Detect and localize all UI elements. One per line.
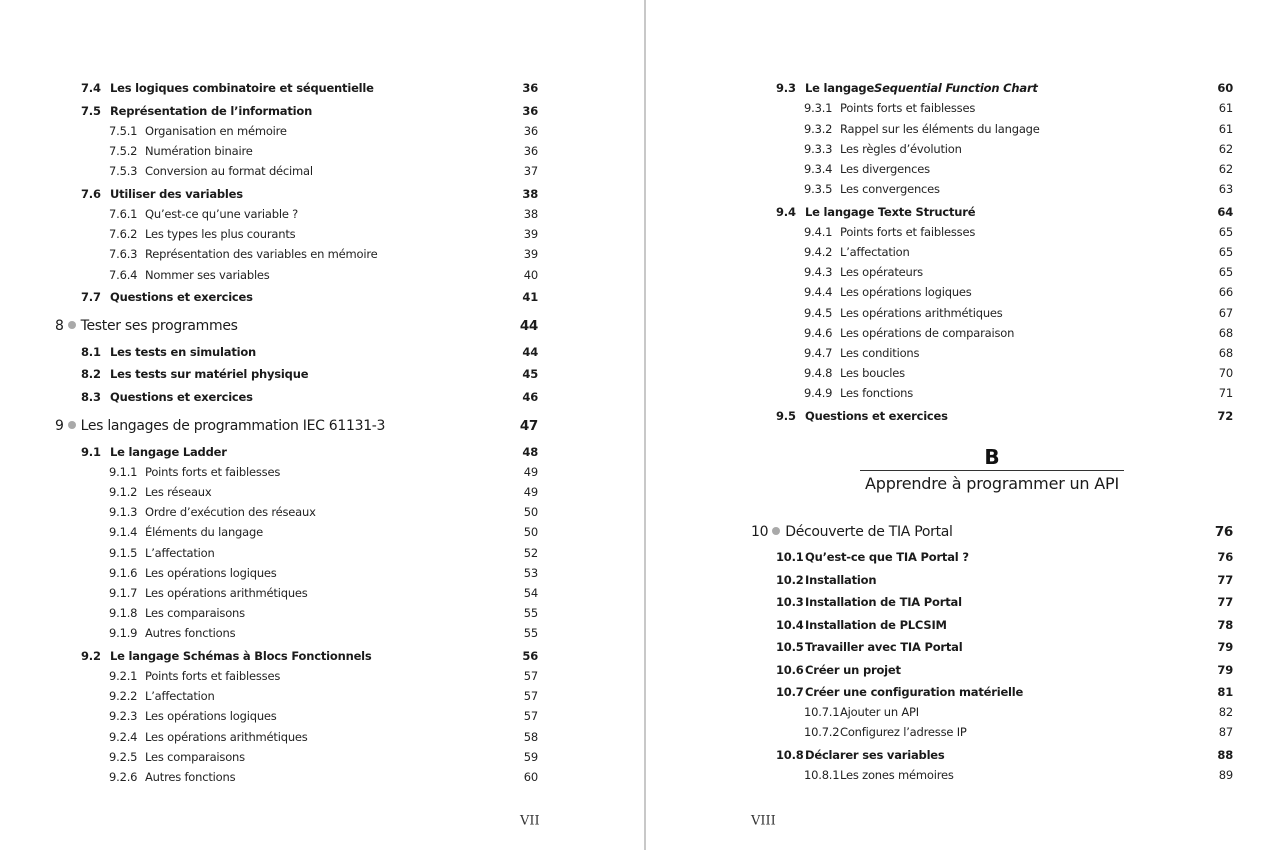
- toc-entry-number: 9.4.6: [804, 326, 833, 340]
- right-page: [647, 0, 1285, 850]
- toc-entry-page-number: 65: [1218, 245, 1233, 259]
- toc-entry-number: 7.6.4: [109, 268, 138, 282]
- toc-entry-number: 9.1.9: [109, 626, 138, 640]
- toc-entry-9-3-4: [804, 162, 1233, 176]
- toc-entry-9-4-4: [804, 285, 1233, 299]
- toc-entry-9-2-3: [109, 709, 538, 723]
- toc-entry-page-number: 77: [1217, 573, 1233, 587]
- toc-entry-7-6-2: [109, 227, 538, 241]
- toc-entry-number: 9.2.3: [109, 709, 138, 723]
- toc-entry-9-4-8: [804, 366, 1233, 380]
- toc-entry-page-number: 87: [1218, 725, 1233, 739]
- toc-entry-page-number: 60: [523, 770, 538, 784]
- toc-entry-title: Organisation en mémoire: [145, 124, 287, 138]
- toc-entry-title: Autres fonctions: [145, 626, 236, 640]
- toc-entry-9-4-5: [804, 306, 1233, 320]
- toc-entry-page-number: 36: [523, 124, 538, 138]
- toc-entry-page-number: 82: [1218, 705, 1233, 719]
- toc-entry-page-number: 70: [1218, 366, 1233, 380]
- toc-entry-9-2-1: [109, 669, 538, 683]
- toc-entry-9-1: [81, 445, 538, 459]
- toc-entry-title: Les comparaisons: [145, 606, 245, 620]
- toc-entry-page-number: 76: [1217, 550, 1233, 564]
- toc-entry-number: 9.3: [776, 81, 796, 95]
- toc-entry-title: Points forts et faiblesses: [840, 225, 976, 239]
- toc-entry-title: Les opérations logiques: [840, 285, 972, 299]
- toc-entry-page-number: 65: [1218, 265, 1233, 279]
- toc-entry-7-5-3: [109, 164, 538, 178]
- toc-entry-number: 9.3.1: [804, 101, 833, 115]
- toc-entry-title: Les opérateurs: [840, 265, 923, 279]
- toc-entry-title: Utiliser des variables: [110, 187, 243, 201]
- toc-entry-number: 9.5: [776, 409, 796, 423]
- toc-entry-9-1-7: [109, 586, 538, 600]
- toc-entry-title: L’affectation: [840, 245, 910, 259]
- toc-entry-number: 10.8: [776, 748, 804, 762]
- toc-entry-number: 8.3: [81, 390, 101, 404]
- part-divider-rule: [860, 470, 1124, 471]
- part-title: Apprendre à programmer un API: [865, 474, 1119, 493]
- toc-entry-9-3-1: [804, 101, 1233, 115]
- toc-entry-page-number: 79: [1217, 663, 1233, 677]
- toc-entry-number: 7.5: [81, 104, 101, 118]
- toc-entry-number: 9.2.6: [109, 770, 138, 784]
- toc-entry-title: Installation: [805, 573, 877, 587]
- toc-entry-page-number: 88: [1217, 748, 1233, 762]
- toc-entry-page-number: 37: [523, 164, 538, 178]
- toc-entry-9-4-2: [804, 245, 1233, 259]
- toc-entry-page-number: 40: [523, 268, 538, 282]
- toc-entry-page-number: 52: [523, 546, 538, 560]
- chapter-bullet-icon: [772, 527, 780, 535]
- toc-entry-10-3: [776, 595, 1233, 609]
- toc-entry-page-number: 36: [522, 104, 538, 118]
- toc-entry-number: 8.1: [81, 345, 101, 359]
- toc-entry-number: 7.5.1: [109, 124, 138, 138]
- toc-entry-title: Les opérations arithmétiques: [840, 306, 1003, 320]
- toc-entry-page-number: 77: [1217, 595, 1233, 609]
- chapter-bullet-icon: [68, 421, 76, 429]
- toc-entry-number: 9.4.7: [804, 346, 833, 360]
- toc-entry-number: 9.4.5: [804, 306, 833, 320]
- toc-entry-title: Qu’est-ce qu’une variable ?: [145, 207, 299, 221]
- toc-entry-9-1-9: [109, 626, 538, 640]
- toc-entry-7-6-4: [109, 268, 538, 282]
- toc-entry-title: Créer un projet: [805, 663, 901, 677]
- toc-entry-number: 7.6.2: [109, 227, 138, 241]
- toc-entry-page-number: 50: [523, 525, 538, 539]
- toc-entry-9-1-4: [109, 525, 538, 539]
- toc-entry-number: 10.7: [776, 685, 804, 699]
- page-folio-right: VIII: [751, 813, 776, 829]
- toc-entry-9-4-9: [804, 386, 1233, 400]
- toc-entry-10-1: [776, 550, 1233, 564]
- toc-entry-7-5: [81, 104, 538, 118]
- toc-entry-page-number: 49: [523, 485, 538, 499]
- toc-entry-page-number: 57: [523, 709, 538, 723]
- toc-entry-number: 7.7: [81, 290, 101, 304]
- toc-entry-title: Représentation des variables en mémoire: [145, 247, 378, 261]
- toc-entry-page-number: 36: [523, 144, 538, 158]
- toc-entry-number: 10.4: [776, 618, 804, 632]
- toc-entry-page-number: 78: [1217, 618, 1233, 632]
- toc-entry-10-5: [776, 640, 1233, 654]
- toc-entry-title: Configurez l’adresse IP: [840, 725, 967, 739]
- toc-entry-title: Points forts et faiblesses: [145, 465, 281, 479]
- toc-entry-page-number: 60: [1217, 81, 1233, 95]
- toc-entry-9-1-6: [109, 566, 538, 580]
- toc-entry-title: Le langage Texte Structuré: [805, 205, 976, 219]
- toc-entry-title: Nommer ses variables: [145, 268, 270, 282]
- toc-entry-9: [55, 418, 538, 434]
- toc-entry-title: Les opérations logiques: [145, 566, 277, 580]
- toc-entry-page-number: 44: [522, 345, 538, 359]
- part-letter: B: [984, 445, 1000, 469]
- toc-entry-number: 9.1.6: [109, 566, 138, 580]
- toc-entry-title: Questions et exercices: [805, 409, 948, 423]
- toc-entry-page-number: 44: [519, 318, 538, 334]
- toc-entry-title: Questions et exercices: [110, 290, 253, 304]
- toc-entry-page-number: 48: [522, 445, 538, 459]
- toc-entry-10-8: [776, 748, 1233, 762]
- toc-entry-number: 9.4.2: [804, 245, 833, 259]
- toc-entry-title: Ajouter un API: [840, 705, 919, 719]
- toc-entry-title: Les langages de programmation IEC 61131-3: [80, 418, 386, 434]
- toc-entry-title: Les comparaisons: [145, 750, 245, 764]
- toc-entry-number: 9.1.5: [109, 546, 138, 560]
- toc-entry-9-3-3: [804, 142, 1233, 156]
- toc-entry-8-1: [81, 345, 538, 359]
- toc-entry-page-number: 61: [1218, 122, 1233, 136]
- toc-entry-page-number: 55: [523, 626, 538, 640]
- toc-entry-number: 10.8.1: [804, 768, 840, 782]
- toc-entry-number: 9.2.1: [109, 669, 138, 683]
- toc-entry-page-number: 38: [522, 187, 538, 201]
- toc-entry-page-number: 57: [523, 689, 538, 703]
- toc-entry-number: 7.6.1: [109, 207, 138, 221]
- toc-entry-10-2: [776, 573, 1233, 587]
- toc-entry-page-number: 50: [523, 505, 538, 519]
- toc-entry-page-number: 62: [1218, 162, 1233, 176]
- chapter-bullet-icon: [68, 321, 76, 329]
- toc-entry-title: Points forts et faiblesses: [840, 101, 976, 115]
- toc-entry-page-number: 61: [1218, 101, 1233, 115]
- toc-entry-10-4: [776, 618, 1233, 632]
- toc-entry-page-number: 79: [1217, 640, 1233, 654]
- toc-entry-title: Rappel sur les éléments du langage: [840, 122, 1040, 136]
- toc-entry-page-number: 68: [1218, 346, 1233, 360]
- toc-entry-number: 9.4.4: [804, 285, 833, 299]
- toc-entry-title: Les types les plus courants: [145, 227, 296, 241]
- toc-entry-9-4-1: [804, 225, 1233, 239]
- toc-entry-title: Le langage: [805, 81, 875, 95]
- toc-entry-9-1-5: [109, 546, 538, 560]
- toc-entry-9-2-5: [109, 750, 538, 764]
- toc-entry-9-1-1: [109, 465, 538, 479]
- toc-entry-title: Questions et exercices: [110, 390, 253, 404]
- toc-entry-page-number: 41: [522, 290, 538, 304]
- toc-entry-title: Déclarer ses variables: [805, 748, 945, 762]
- toc-entry-title: Les opérations arithmétiques: [145, 730, 308, 744]
- toc-entry-page-number: 63: [1218, 182, 1233, 196]
- toc-entry-number: 8.2: [81, 367, 101, 381]
- toc-entry-10: [751, 524, 1233, 540]
- toc-entry-9-4-6: [804, 326, 1233, 340]
- toc-entry-title: Conversion au format décimal: [145, 164, 313, 178]
- toc-entry-number: 10.7.2: [804, 725, 840, 739]
- toc-entry-title: Points forts et faiblesses: [145, 669, 281, 683]
- toc-entry-9-5: [776, 409, 1233, 423]
- toc-entry-title: Tester ses programmes: [80, 318, 238, 334]
- toc-entry-9-4: [776, 205, 1233, 219]
- toc-entry-number: 9.2.2: [109, 689, 138, 703]
- toc-entry-number: 9.2.5: [109, 750, 138, 764]
- toc-entry-number: 9.4.8: [804, 366, 833, 380]
- toc-entry-page-number: 47: [519, 418, 538, 434]
- toc-entry-9-1-2: [109, 485, 538, 499]
- toc-entry-number: 9.1: [81, 445, 101, 459]
- toc-entry-number: 9.2: [81, 649, 101, 663]
- toc-entry-title: Les fonctions: [840, 386, 914, 400]
- toc-entry-number: 9: [55, 418, 64, 434]
- toc-entry-number: 10.2: [776, 573, 804, 587]
- toc-entry-page-number: 58: [523, 730, 538, 744]
- toc-entry-title: Les opérations de comparaison: [840, 326, 1015, 340]
- toc-entry-title: Les convergences: [840, 182, 940, 196]
- toc-entry-7-4: [81, 81, 538, 95]
- toc-entry-9-4-3: [804, 265, 1233, 279]
- toc-entry-number: 9.3.3: [804, 142, 833, 156]
- toc-entry-7-5-2: [109, 144, 538, 158]
- toc-entry-title: Créer une configuration matérielle: [805, 685, 1024, 699]
- toc-entry-number: 9.3.4: [804, 162, 833, 176]
- toc-entry-number: 7.5.3: [109, 164, 138, 178]
- toc-entry-page-number: 71: [1218, 386, 1233, 400]
- toc-entry-number: 10.5: [776, 640, 804, 654]
- toc-entry-page-number: 36: [522, 81, 538, 95]
- toc-entry-title: Représentation de l’information: [110, 104, 313, 118]
- toc-entry-number: 9.1.8: [109, 606, 138, 620]
- toc-entry-title: Les tests en simulation: [110, 345, 257, 359]
- toc-entry-title: Les réseaux: [145, 485, 212, 499]
- toc-entry-number: 7.6: [81, 187, 101, 201]
- toc-entry-8: [55, 318, 538, 334]
- toc-entry-number: 7.5.2: [109, 144, 138, 158]
- toc-entry-page-number: 62: [1218, 142, 1233, 156]
- toc-entry-title: Autres fonctions: [145, 770, 236, 784]
- toc-entry-number: 8: [55, 318, 64, 334]
- toc-entry-9-2-6: [109, 770, 538, 784]
- toc-entry-page-number: 57: [523, 669, 538, 683]
- toc-entry-number: 7.4: [81, 81, 101, 95]
- toc-entry-number: 10.1: [776, 550, 804, 564]
- toc-entry-page-number: 53: [523, 566, 538, 580]
- toc-entry-number: 9.2.4: [109, 730, 138, 744]
- toc-entry-page-number: 59: [523, 750, 538, 764]
- toc-entry-title: Les tests sur matériel physique: [110, 367, 309, 381]
- toc-entry-9-3-2: [804, 122, 1233, 136]
- toc-entry-page-number: 56: [522, 649, 538, 663]
- toc-entry-number: 9.4.1: [804, 225, 833, 239]
- toc-entry-9-2: [81, 649, 538, 663]
- toc-entry-title: Numération binaire: [145, 144, 253, 158]
- toc-entry-number: 9.1.3: [109, 505, 138, 519]
- toc-entry-title: Les opérations logiques: [145, 709, 277, 723]
- toc-entry-9-2-2: [109, 689, 538, 703]
- toc-entry-10-6: [776, 663, 1233, 677]
- toc-entry-title: Découverte de TIA Portal: [785, 524, 953, 540]
- toc-entry-9-4-7: [804, 346, 1233, 360]
- toc-entry-10-7-2: [804, 725, 1233, 739]
- toc-entry-9-3: [776, 81, 1233, 95]
- toc-entry-title: Le langage Schémas à Blocs Fonctionnels: [110, 649, 372, 663]
- toc-entry-page-number: 81: [1217, 685, 1233, 699]
- toc-entry-number: 9.3.5: [804, 182, 833, 196]
- toc-entry-page-number: 39: [523, 247, 538, 261]
- toc-entry-title: Qu’est-ce que TIA Portal ?: [805, 550, 969, 564]
- toc-entry-page-number: 89: [1218, 768, 1233, 782]
- toc-entry-number: 10.6: [776, 663, 804, 677]
- toc-entry-page-number: 49: [523, 465, 538, 479]
- toc-entry-page-number: 64: [1217, 205, 1233, 219]
- toc-entry-7-6-3: [109, 247, 538, 261]
- page-folio-left: VII: [520, 813, 540, 829]
- toc-entry-7-6-1: [109, 207, 538, 221]
- toc-entry-9-2-4: [109, 730, 538, 744]
- toc-entry-number: 9.4.9: [804, 386, 833, 400]
- toc-entry-10-7: [776, 685, 1233, 699]
- toc-entry-title: Installation de PLCSIM: [805, 618, 947, 632]
- toc-entry-number: 9.4.3: [804, 265, 833, 279]
- toc-entry-page-number: 67: [1218, 306, 1233, 320]
- toc-entry-10-7-1: [804, 705, 1233, 719]
- toc-entry-title: Le langage Ladder: [110, 445, 227, 459]
- toc-entry-page-number: 68: [1218, 326, 1233, 340]
- toc-entry-page-number: 65: [1218, 225, 1233, 239]
- toc-entry-number: 10.7.1: [804, 705, 840, 719]
- toc-entry-number: 9.1.7: [109, 586, 138, 600]
- toc-entry-page-number: 39: [523, 227, 538, 241]
- toc-entry-title: Les boucles: [840, 366, 905, 380]
- toc-entry-title: Les opérations arithmétiques: [145, 586, 308, 600]
- toc-entry-title: Les conditions: [840, 346, 920, 360]
- toc-entry-number: 9.1.2: [109, 485, 138, 499]
- toc-entry-page-number: 38: [523, 207, 538, 221]
- toc-entry-title: Travailler avec TIA Portal: [805, 640, 963, 654]
- toc-entry-10-8-1: [804, 768, 1233, 782]
- toc-entry-page-number: 45: [522, 367, 538, 381]
- toc-entry-7-6: [81, 187, 538, 201]
- toc-entry-page-number: 72: [1217, 409, 1233, 423]
- toc-entry-9-3-5: [804, 182, 1233, 196]
- toc-entry-number: 9.1.1: [109, 465, 138, 479]
- toc-entry-9-1-3: [109, 505, 538, 519]
- toc-entry-number: 7.6.3: [109, 247, 138, 261]
- toc-entry-title: Ordre d’exécution des réseaux: [145, 505, 316, 519]
- toc-entry-title: Éléments du langage: [145, 525, 263, 539]
- toc-entry-number: 9.4: [776, 205, 796, 219]
- toc-entry-number: 9.1.4: [109, 525, 138, 539]
- toc-entry-7-7: [81, 290, 538, 304]
- toc-entry-title: Les zones mémoires: [840, 768, 954, 782]
- toc-entry-9-1-8: [109, 606, 538, 620]
- toc-entry-page-number: 76: [1214, 524, 1233, 540]
- toc-entry-title: Installation de TIA Portal: [805, 595, 962, 609]
- toc-entry-7-5-1: [109, 124, 538, 138]
- toc-entry-title: Les divergences: [840, 162, 930, 176]
- toc-entry-title: L’affectation: [145, 689, 215, 703]
- toc-entry-number: 9.3.2: [804, 122, 833, 136]
- toc-entry-page-number: 55: [523, 606, 538, 620]
- toc-entry-number: 10.3: [776, 595, 804, 609]
- toc-entry-title: Les logiques combinatoire et séquentielle: [110, 81, 374, 95]
- toc-entry-number: 10: [751, 524, 769, 540]
- toc-entry-page-number: 54: [523, 586, 538, 600]
- toc-entry-8-2: [81, 367, 538, 381]
- toc-entry-8-3: [81, 390, 538, 404]
- toc-entry-title: Les règles d’évolution: [840, 142, 962, 156]
- toc-entry-title-italic: Sequential Function Chart: [874, 81, 1038, 95]
- toc-entry-page-number: 66: [1218, 285, 1233, 299]
- toc-entry-page-number: 46: [522, 390, 538, 404]
- toc-entry-title: L’affectation: [145, 546, 215, 560]
